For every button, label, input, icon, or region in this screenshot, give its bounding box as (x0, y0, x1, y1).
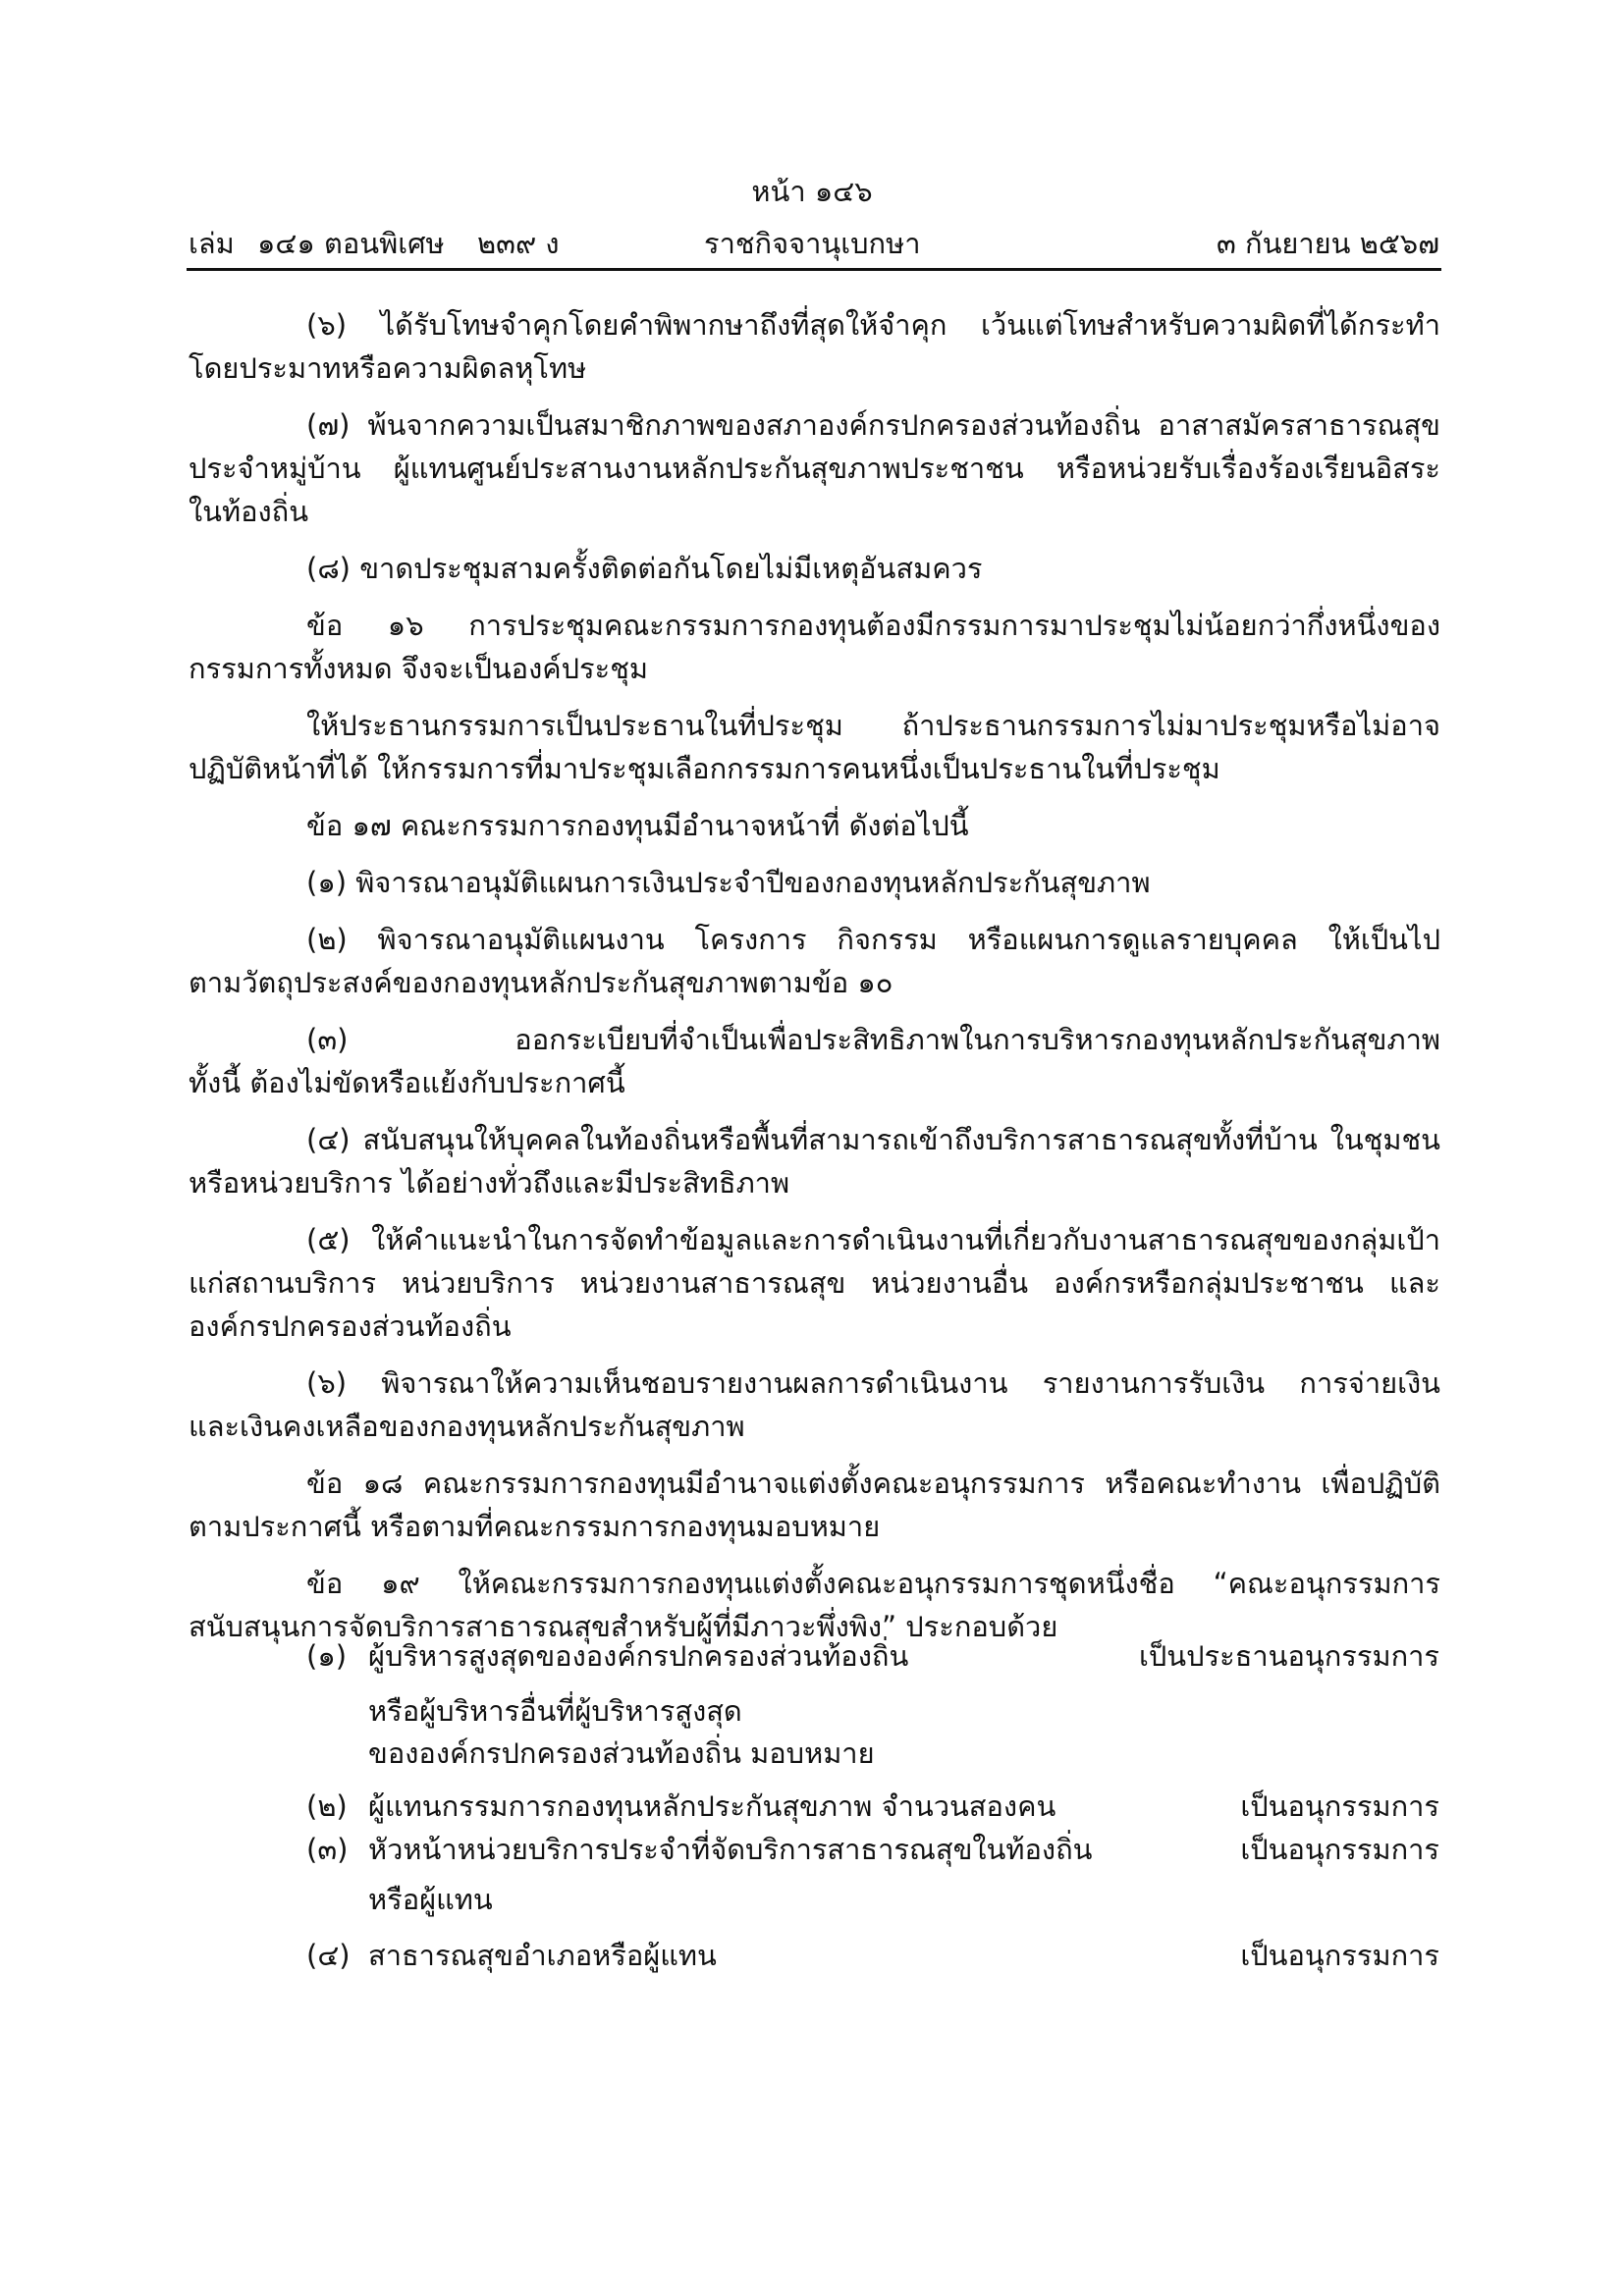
paragraph-line: ตามวัตถุประสงค์ของกองทุนหลักประกันสุขภาพตามข้อ ๑๐ (189, 966, 893, 999)
member-description: ขององค์กรปกครองส่วนท้องถิ่น มอบหมาย (368, 1736, 875, 1770)
paragraph-first-line: (๓) ออกระเบียบที่จำเป็นเพื่อประสิทธิภาพในการบริหารกองทุนหลักประกันสุขภาพ (306, 1023, 1440, 1056)
member-description: สาธารณสุขอำเภอหรือผู้แทน (368, 1939, 717, 1972)
member-role: เป็นอนุกรรมการ (1240, 1939, 1439, 1972)
paragraph-line: และเงินคงเหลือของกองทุนหลักประกันสุขภาพ (189, 1410, 745, 1443)
paragraph-first-line: ข้อ ๑๖ การประชุมคณะกรรมการกองทุนต้องมีกรรมการมาประชุมไม่น้อยกว่ากึ่งหนึ่งของ (306, 609, 1440, 642)
paragraph-first-line: (๘) ขาดประชุมสามครั้งติดต่อกันโดยไม่มีเหตุอันสมควร (306, 552, 983, 585)
paragraph-line: โดยประมาทหรือความผิดลหุโทษ (189, 351, 587, 385)
member-role: เป็นประธานอนุกรรมการ (1138, 1639, 1439, 1673)
issue-label: ตอนพิเศษ (324, 227, 445, 260)
paragraph-line: องค์กรปกครองส่วนท้องถิ่น (189, 1309, 512, 1343)
member-description: หรือผู้บริหารอื่นที่ผู้บริหารสูงสุด (368, 1694, 742, 1728)
paragraph-first-line: (๔) สนับสนุนให้บุคคลในท้องถิ่นหรือพื้นที่สามารถเข้าถึงบริการสาธารณสุขทั้งที่บ้าน ในชุมชน (306, 1123, 1440, 1156)
paragraph-first-line: (๖) ได้รับโทษจำคุกโดยคำพิพากษาถึงที่สุดให้จำคุก เว้นแต่โทษสำหรับความผิดที่ได้กระทำ (306, 308, 1440, 342)
page-number: หน้า ๑๔๖ (751, 175, 873, 208)
paragraph-line: ปฏิบัติหน้าที่ได้ ให้กรรมการที่มาประชุมเลือกกรรมการคนหนึ่งเป็นประธานในที่ประชุม (189, 752, 1220, 785)
publication-date: ๓ กันยายน ๒๕๖๗ (1216, 227, 1439, 260)
paragraph-line: ในท้องถิ่น (189, 495, 309, 528)
header-divider (187, 268, 1441, 271)
paragraph-line: หรือหน่วยบริการ ได้อย่างทั่วถึงและมีประสิทธิภาพ (189, 1166, 790, 1200)
member-number: (๔) (306, 1939, 351, 1972)
member-description: หัวหน้าหน่วยบริการประจำที่จัดบริการสาธารณสุขในท้องถิ่น (368, 1833, 1093, 1866)
paragraph-first-line: (๖) พิจารณาให้ความเห็นชอบรายงานผลการดำเนินงาน รายงานการรับเงิน การจ่ายเงิน (306, 1366, 1440, 1400)
volume-number: ๑๔๑ (257, 227, 315, 260)
paragraph-line: ทั้งนี้ ต้องไม่ขัดหรือแย้งกับประกาศนี้ (189, 1066, 625, 1099)
paragraph-line: สนับสนุนการจัดบริการสาธารณสุขสำหรับผู้ที่มีภาวะพึ่งพิง” ประกอบด้วย (189, 1610, 1058, 1643)
paragraph-first-line: ข้อ ๑๗ คณะกรรมการกองทุนมีอำนาจหน้าที่ ดังต่อไปนี้ (306, 809, 969, 842)
paragraph-first-line: ข้อ ๑๘ คณะกรรมการกองทุนมีอำนาจแต่งตั้งคณะอนุกรรมการ หรือคณะทำงาน เพื่อปฏิบัติ (306, 1467, 1440, 1500)
paragraph-line: ประจำหมู่บ้าน ผู้แทนศูนย์ประสานงานหลักประกันสุขภาพประชาชน หรือหน่วยรับเรื่องร้องเรียนอิสระ (189, 452, 1440, 485)
member-number: (๓) (306, 1833, 349, 1866)
member-number: (๒) (306, 1789, 348, 1823)
paragraph-line: แก่สถานบริการ หน่วยบริการ หน่วยงานสาธารณสุข หน่วยงานอื่น องค์กรหรือกลุ่มประชาชน และ (189, 1266, 1440, 1300)
paragraph-first-line: (๒) พิจารณาอนุมัติแผนงาน โครงการ กิจกรรม หรือแผนการดูแลรายบุคคล ให้เป็นไป (306, 923, 1440, 956)
paragraph-line: ตามประกาศนี้ หรือตามที่คณะกรรมการกองทุนมอบหมาย (189, 1510, 881, 1543)
paragraph-first-line: ข้อ ๑๙ ให้คณะกรรมการกองทุนแต่งตั้งคณะอนุกรรมการชุดหนึ่งชื่อ “คณะอนุกรรมการ (306, 1567, 1440, 1600)
member-role: เป็นอนุกรรมการ (1240, 1833, 1439, 1866)
member-number: (๑) (306, 1639, 348, 1673)
member-role: เป็นอนุกรรมการ (1240, 1789, 1439, 1823)
member-description: ผู้แทนกรรมการกองทุนหลักประกันสุขภาพ จำนวนสองคน (368, 1789, 1056, 1823)
paragraph-first-line: (๑) พิจารณาอนุมัติแผนการเงินประจำปีของกองทุนหลักประกันสุขภาพ (306, 866, 1151, 899)
member-description: ผู้บริหารสูงสุดขององค์กรปกครองส่วนท้องถิ่น (368, 1639, 909, 1673)
gazette-title: ราชกิจจานุเบกษา (704, 227, 921, 260)
volume-label: เล่ม (189, 227, 235, 260)
member-description: หรือผู้แทน (368, 1883, 493, 1916)
paragraph-first-line: (๗) พ้นจากความเป็นสมาชิกภาพของสภาองค์กรปกครองส่วนท้องถิ่น อาสาสมัครสาธารณสุข (306, 408, 1440, 442)
paragraph-line: กรรมการทั้งหมด จึงจะเป็นองค์ประชุม (189, 652, 649, 685)
paragraph-first-line: ให้ประธานกรรมการเป็นประธานในที่ประชุม ถ้าประธานกรรมการไม่มาประชุมหรือไม่อาจ (306, 709, 1440, 742)
issue-number: ๒๓๙ ง (477, 227, 560, 260)
paragraph-first-line: (๕) ให้คำแนะนำในการจัดทำข้อมูลและการดำเนินงานที่เกี่ยวกับงานสาธารณสุขของกลุ่มเป้า (306, 1223, 1440, 1256)
